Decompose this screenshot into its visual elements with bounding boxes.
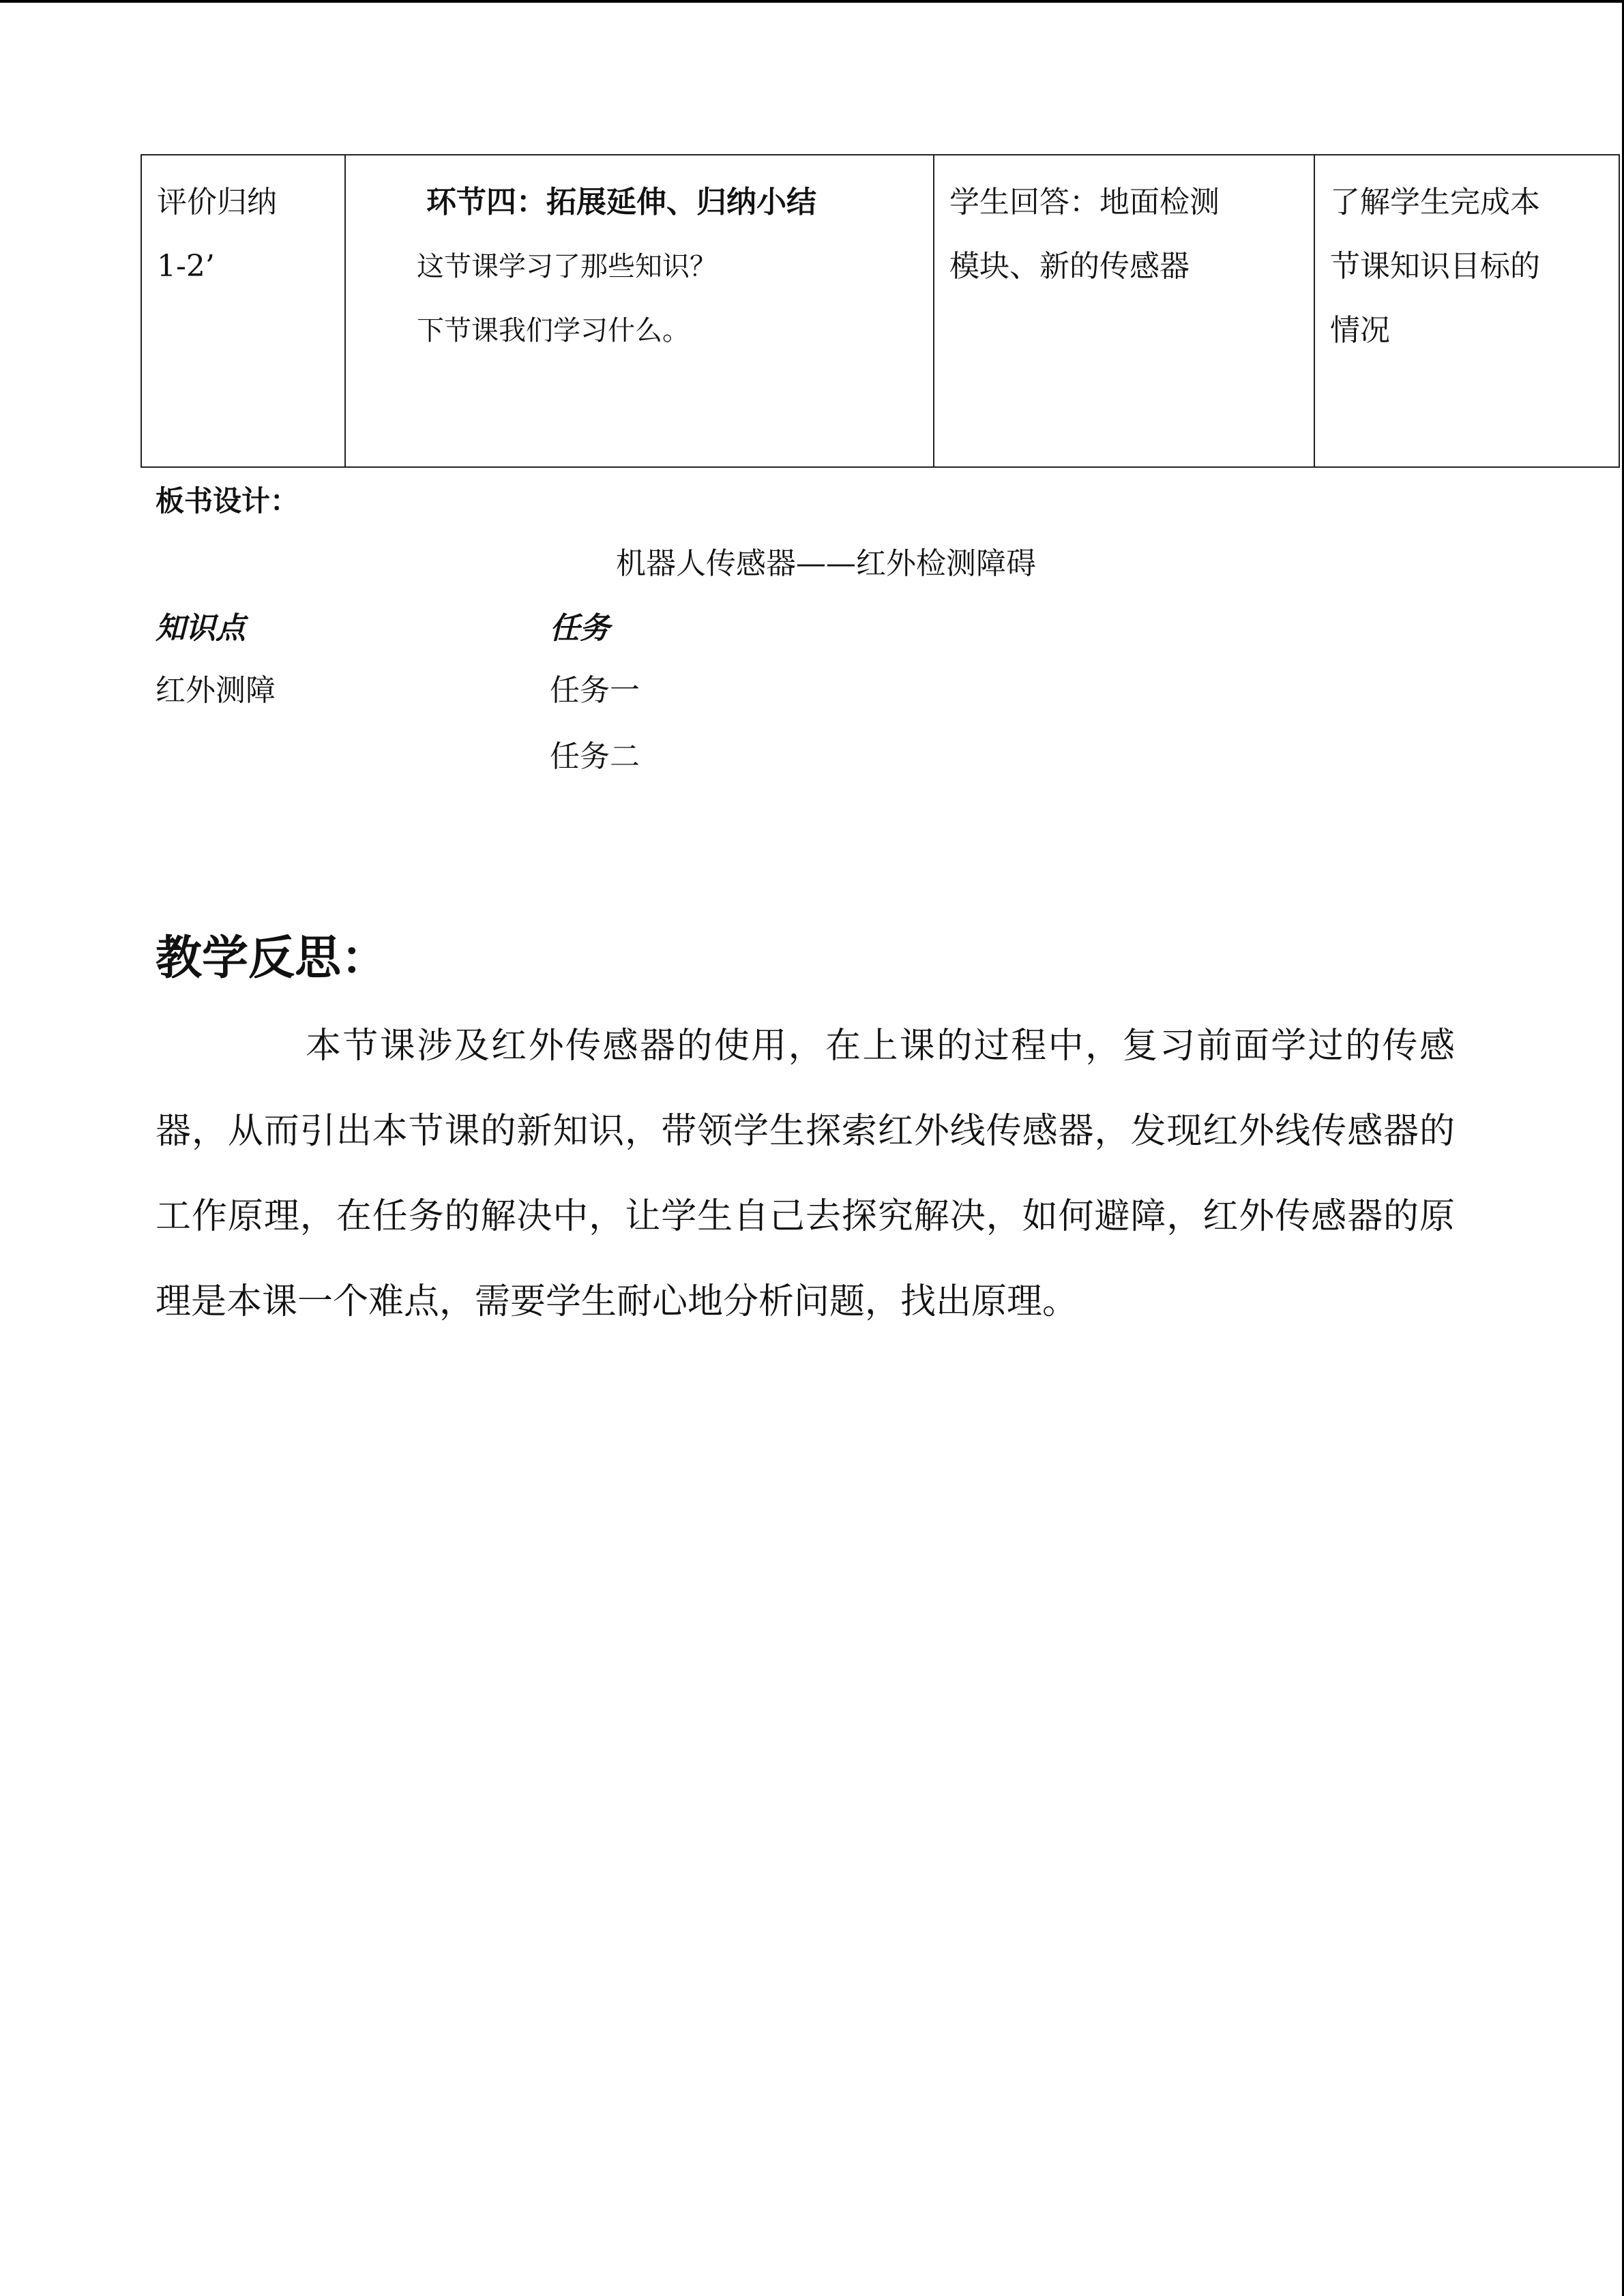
phase-name: 评价归纳 <box>157 185 277 220</box>
board-design-label: 板书设计： <box>156 484 299 518</box>
board-title: 机器人传感器——红外检测障碍 <box>616 546 1036 581</box>
design-intent-line-3: 情况 <box>1330 313 1390 348</box>
student-activity-line-1: 学生回答：地面检测 <box>949 185 1220 220</box>
design-intent-cell <box>1314 155 1619 467</box>
task-item-2: 任务二 <box>550 739 640 774</box>
stage-question-2: 下节课我们学习什么。 <box>417 315 690 346</box>
stage-title: 环节四：拓展延伸、归纳小结 <box>426 185 816 220</box>
phase-duration: 1-2’ <box>157 249 215 284</box>
stage-question-1: 这节课学习了那些知识？ <box>417 251 717 282</box>
student-activity-line-2: 模块、新的传感器 <box>949 249 1190 284</box>
reflection-heading: 教学反思： <box>156 931 388 985</box>
student-activity-cell <box>934 155 1314 467</box>
lesson-plan-table <box>141 154 1620 468</box>
task-header: 任务 <box>550 611 610 646</box>
knowledge-point-item: 红外测障 <box>156 673 276 708</box>
knowledge-point-header: 知识点 <box>156 611 246 646</box>
table-row <box>141 155 1619 467</box>
page-top-border <box>0 0 1624 3</box>
design-intent-line-1: 了解学生完成本 <box>1330 185 1540 220</box>
design-intent-line-2: 节课知识目标的 <box>1330 249 1540 284</box>
reflection-body: 本节课涉及红外传感器的使用，在上课的过程中，复习前面学过的传感器，从而引出本节课的新知识，带领学生探索红外线传感器，发现红外线传感器的工作原理，在任务的解决中，让学生自己去探究解决，如何避障，红外传感器的原理是本课一个难点，需要学生耐心地分析问题，找出原理。 <box>156 1026 1455 1322</box>
task-item-1: 任务一 <box>550 673 640 708</box>
teaching-activity-cell <box>345 155 934 467</box>
phase-cell <box>141 155 345 467</box>
